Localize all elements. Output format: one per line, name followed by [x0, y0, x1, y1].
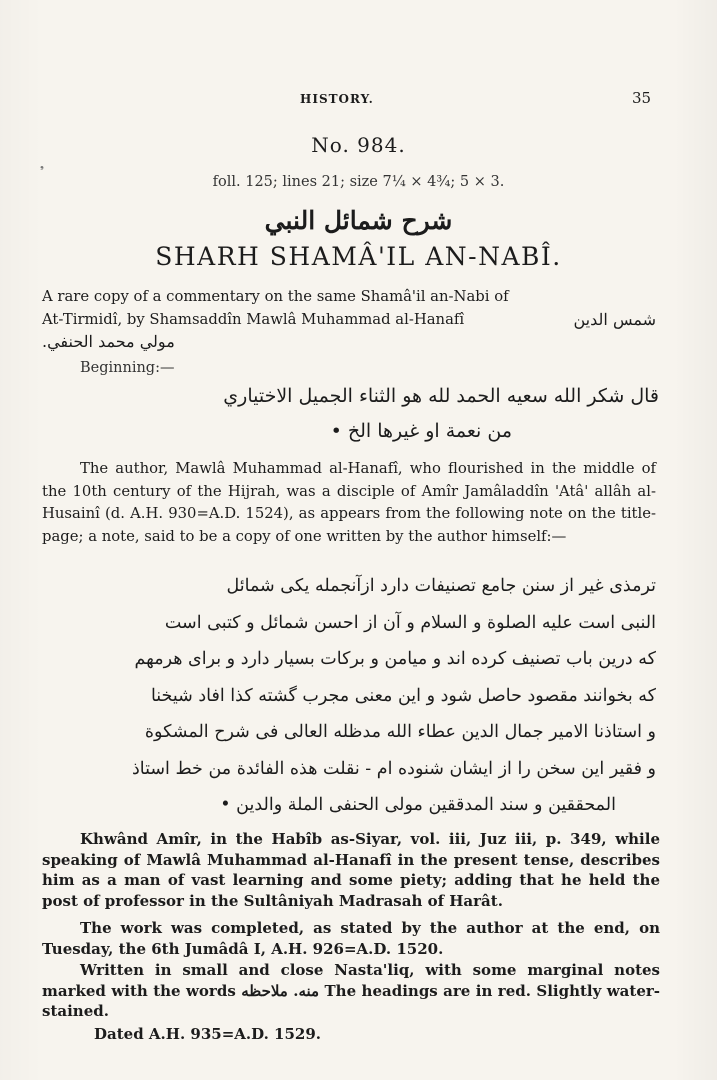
script-text-after: The headings are in red. Slightly water-stained. — [42, 981, 660, 1020]
persian-line-1: ترمذی غیر از سنن جامع تصنیفات دارد ازآنجمله یکی شمائل — [226, 576, 656, 596]
description-line-2: At-Tirmidî, by Shamsaddîn Mawlâ Muhammad al-Hanafî — [42, 310, 465, 328]
beginning-arabic-line-1: قال شكر الله سعيه الحمد لله هو الثناء الجميل الاختياري — [223, 385, 659, 407]
persian-line-7: المحققین و سند المدققین مولی الحنفی الملة والدین • — [220, 795, 616, 815]
description-paragraph — [42, 286, 656, 354]
latin-title: SHARH SHAMÂ'IL AN-NABÎ. — [155, 242, 562, 271]
persian-line-3: که درین باب تصنیف کرده اند و میامن و برکات بسیار دارد و برای هرمهم — [134, 649, 656, 669]
persian-line-4: که بخوانند مقصود حاصل شود و این معنی مجرب گشته کذا افاد شیخنا — [150, 685, 656, 706]
description-line-1: A rare copy of a commentary on the same Shamâ'il an-Nabi of — [42, 288, 509, 305]
running-header: HISTORY. — [300, 92, 374, 106]
khwand-paragraph: Khwând Amîr, in the Habîb as-Siyar, vol. iii, Juz iii, p. 349, while speaking of Mawlâ Muhammad al-Hanafî in the present tense, describes him as a man of vast learning and some piety; adding that he held the post of professor in the Sultâniyah Madrasah of Harât. — [42, 830, 660, 910]
completion-paragraph: The work was completed, as stated by the author at the end, on Tuesday, the 6th Jumâdâ I, A.H. 926=A.D. 1520. — [42, 919, 660, 958]
persian-note — [42, 568, 656, 824]
beginning-label: Beginning:— — [80, 360, 175, 376]
description-line-2-row — [42, 309, 656, 332]
margin-mark: ❟ — [40, 160, 44, 171]
persian-line-2: النبی است علیه الصلوة و السلام و آن از احسن شمائل و کتبی است — [164, 612, 656, 633]
arabic-title: شرح شمائل النبي — [264, 206, 453, 235]
description-line-2-arabic: شمس الدين — [573, 309, 656, 329]
persian-line-6: و فقیر این سخن را از ایشان شنوده ام - نقلت هذه الفائدة من خط استاذ — [131, 758, 656, 779]
beginning-arabic-line-2: من نعمة او غيرها الخ • — [330, 420, 512, 442]
script-text-before: Written in small and close Nasta'liq, with some marginal notes marked with the words — [42, 961, 660, 1000]
script-arabic-words: منه. ملاحظه — [241, 981, 320, 1000]
dated-line: Dated A.H. 935=A.D. 1529. — [94, 1025, 322, 1043]
script-paragraph — [42, 960, 660, 1022]
page-number: 35 — [632, 89, 652, 107]
entry-number: No. 984. — [311, 133, 406, 157]
author-paragraph: The author, Mawlâ Muhammad al-Hanafî, who flourished in the middle of the 10th century of the Hijrah, was a disciple of Amîr Jamâladdîn 'Atâ' allâh al-Husainî (d. A.H. 930=A.D. 1524), as appears from the following note on the title-page; a note, said to be a copy of one written by the author himself:— — [42, 460, 656, 545]
entry-specs: foll. 125; lines 21; size 7¼ × 4¾; 5 × 3. — [212, 174, 505, 190]
description-line-3-arabic: مولي محمد الحنفي. — [42, 332, 175, 351]
persian-line-5: و استاذنا الامیر جمال الدین عطاء الله مدظله العالی فی شرح المشکوة — [144, 722, 656, 742]
